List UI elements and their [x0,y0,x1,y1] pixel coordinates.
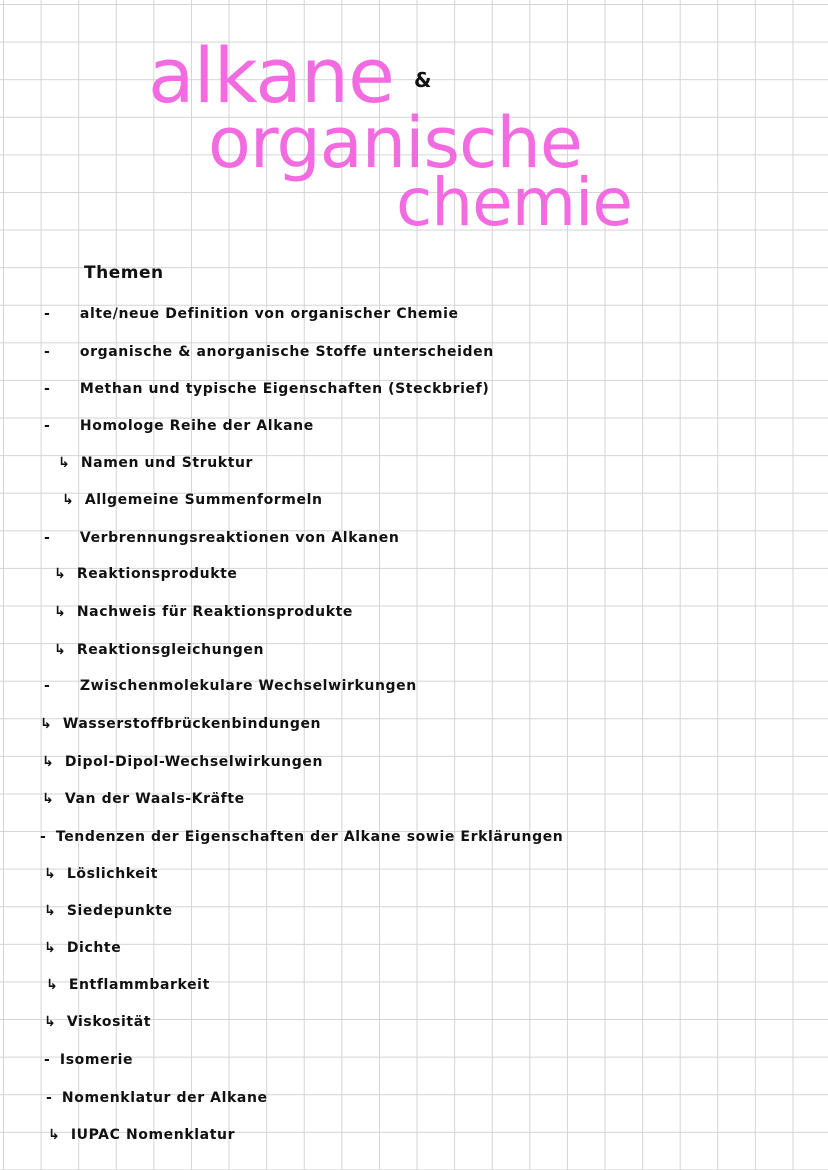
list-item-text: Nachweis für Reaktionsprodukte [76,604,354,620]
list-item [44,1050,133,1070]
list-item-text: Zwischenmolekulare Wechselwirkungen [79,678,417,694]
sub-list-item [44,864,158,884]
dash-bullet: - [44,344,51,360]
title-chemie: chemie [396,164,632,241]
sub-list-item [40,714,321,734]
list-item [40,827,563,847]
list-item [44,379,489,399]
arrow-icon: ↳ [48,1127,61,1143]
list-item-text: organische & anorganische Stoffe unterscheiden [79,344,494,360]
arrow-icon: ↳ [42,754,55,770]
list-item-text: Dichte [66,940,122,956]
list-item-text: Nomenklatur der Alkane [61,1090,268,1106]
sub-list-item [54,602,353,622]
list-item-text: Tendenzen der Eigenschaften der Alkane sowie Erklärungen [55,829,564,845]
sub-list-item [44,901,173,921]
list-item-text: Wasserstoffbrückenbindungen [62,716,322,732]
title-organische: organische [208,102,582,184]
arrow-icon: ↳ [44,866,57,882]
title-ampersand: & [414,68,432,92]
arrow-icon: ↳ [40,716,53,732]
list-item-text: Namen und Struktur [80,455,254,471]
dash-bullet: - [40,829,47,845]
arrow-icon: ↳ [54,642,67,658]
list-item-text: Dipol-Dipol-Wechselwirkungen [64,754,324,770]
list-item-text: Allgemeine Summenformeln [84,492,323,508]
sub-list-item [54,564,238,584]
dash-bullet: - [46,1090,53,1106]
sub-list-item [42,752,323,772]
dash-bullet: - [44,306,51,322]
list-item-text: Homologe Reihe der Alkane [79,418,314,434]
dash-bullet: - [44,1052,51,1068]
list-item [44,676,417,696]
list-item-text: Löslichkeit [66,866,159,882]
dash-bullet: - [44,418,51,434]
list-item-text: Siedepunkte [66,903,173,919]
arrow-icon: ↳ [58,455,71,471]
list-item-text: Isomerie [59,1052,134,1068]
list-item [44,342,494,362]
list-item-text: Entflammbarkeit [68,977,210,993]
sub-list-item [62,490,323,510]
arrow-icon: ↳ [44,1014,57,1030]
list-item-text: Van der Waals-Kräfte [64,791,245,807]
list-item [44,416,314,436]
sub-list-item [42,789,245,809]
list-item-text: Verbrennungsreaktionen von Alkanen [79,530,400,546]
list-item-text: alte/neue Definition von organischer Chemie [79,306,459,322]
list-item-text: Methan und typische Eigenschaften (Steckbrief) [79,381,490,397]
arrow-icon: ↳ [62,492,75,508]
arrow-icon: ↳ [46,977,59,993]
arrow-icon: ↳ [54,604,67,620]
dash-bullet: - [44,678,51,694]
list-item-text: Viskosität [66,1014,152,1030]
sub-list-item [54,640,264,660]
title-alkane: alkane [148,31,394,120]
sub-list-item [58,453,253,473]
sub-list-item [46,975,210,995]
list-item-text: Reaktionsgleichungen [76,642,265,658]
list-item-text: IUPAC Nomenklatur [70,1127,236,1143]
sub-list-item [44,938,121,958]
list-item [44,304,459,324]
list-item [46,1088,268,1108]
dash-bullet: - [44,530,51,546]
topics-heading: Themen [84,263,164,283]
sub-list-item [48,1125,235,1145]
sub-list-item [44,1012,151,1032]
dash-bullet: - [44,381,51,397]
arrow-icon: ↳ [44,903,57,919]
arrow-icon: ↳ [44,940,57,956]
list-item [44,528,399,548]
arrow-icon: ↳ [54,566,67,582]
list-item-text: Reaktionsprodukte [76,566,238,582]
arrow-icon: ↳ [42,791,55,807]
